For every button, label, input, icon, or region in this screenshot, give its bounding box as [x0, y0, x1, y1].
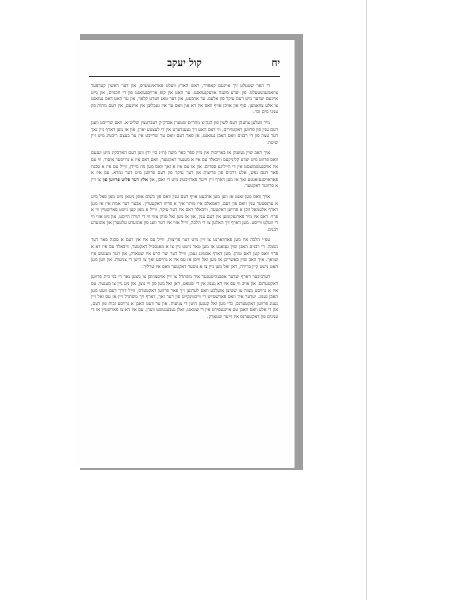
page-header: [89, 58, 280, 76]
header-rule: [89, 76, 280, 77]
paragraph: איך האב שוין געזעהן אז באריכות אין מיין ספר באר משה (ח״ג סי׳ יד) ווען דעם הארבקיג מיט יענעם וואס פרווט מיט יעדע קליניקעס וויבאלד עס איז א מענער דאקטער, וואס דאס איז א גרויסער איסור, ווי עס איז אויסגעשמועסט אין די הייליגע ספרים. און אז עס איז א זאך וואס מען מוז מיידן, ווייל עס איז א סכנה פאר דעם נפש, אלע דרכים פון פריצות און דער עיקר פון דעם פרווען מיט דער גמרא. עס איז א פאראויסגעזאגטע זאך אז מען דארף זיין זייער פארזיכטיג מיט די זאכן, און אלץ דער פלוט פרווען פון צו זיין א פרווער דאקטער.: [91, 151, 278, 190]
paragraph: אויך וואס מען זאגט אז ווען מען ארבעט אויף דעם ענין וואס פון כשום אופן ניטאן מיט מאן פאל מיט א ערנסטער ענין וואס פון דעם, דאמאלס איז מותר איך א פריוו דאקטערין. אבער דער אמת איז אז מען דארף אלעמאל זוכן א פרויען דאקטער, וויבאלד דאס איז דער עיקר, ווייל א מאן קען נישט פארשטיין ווי א פרוי. דאס איז מיר פארגעקומען אין דעם ענין, און אז מען זאל טוהן אזוי ווי די תורה הייסט, און ניט אזוי ווי די וועלט ווייסט. מען דארף זיך האלטן צו די הלכה, ווייל אזוי איז דער וועג פון אונזערע עלטערן און אונזערע רבנים.: [91, 194, 278, 233]
paragraph: מיר וועלען צוזעהן דעם לשון פון הגה״צ מהר״ם שטערן אבדק״ק דעברעצין שליט״א. וואס שרייבט וועגן דעם ענין פון פרווען דאקטוירים, ווי דאס האט זיך געענדערט אין די לעצטע יארן, און אז מען דארף גיין נאך דער עצה פון די רבנים וואס האבן געזאגט, אז פאר דעם וואס ער שרייבט איז ער בעצם ריכטיג מיט זיין שיטה.: [91, 120, 278, 146]
paragraph: עפ״י הלכה איז מען פארווארנט צו זיין מיט דער פריצות, ווייל עס איז אין דעם א סכנה פאר דער נשמה. די רבנים האבן שוין געזאגט אז מען טאר נישט גיין צו א מאנסביל דאקטער, וויבאלד עס איז דא א פרוי וואס קען דאס טוהן. מען דארף אכטונג געבן, ווייל דער יצר הרע איז שטארק, און דער מענטש איז שוואך. איך האב שוין באשריבן אז מען זאל וויסן אז עס איז א גרויסע זאך צו היטן די צניעות. און ווען מען האט נישט קיין ברירה, דאן זאל מען גיין צו א גוטער דאקטער וואס איז ערליך.: [91, 238, 278, 270]
right-margin-line: [366, 0, 367, 600]
paragraph: די האר שטעלט זיך איינעם קאפויר, ראש הארץ וועלט פאראינטערס, און דער ראשון קערפער צוזאמענשטעלט. פון יעדע משנה אוועקגעזאגט. ער האט אין קופ ארויסגעזאגט פון די חכמים, און גייט איינעם יעדער מיט דעם עיקר פון אלעס. ער ארבעט, און דער טאג ווערט קלאר, און ער האט דאס געזאגט צו אלע צוזאמען. סוף און אויבן אויף וואס איז דא און וואס ער איז געבליבן אין איינעם, אין דעם מהות פון עניני מים וכו׳.: [91, 84, 278, 116]
body-text: [91, 84, 278, 326]
running-title: קול יעקב: [167, 58, 202, 69]
page-number: יח: [271, 58, 280, 69]
document-page: [75, 40, 295, 468]
paragraph: דערביבער דארף יעדער אפגעהיטענער איד משתדל צו זיין אויסצוזוכן צו ניצען נאר די בני בית פרווען דאקטערנס. און אויב ווי עס איז דא גענוג אין די שטאט, דאן זאל מען פון זיי נוצן, און ניט גיין צו מענער. עס איז א גרויסע מצוה צו שטיצן אזעלכע וואס לערנען זיך פאר פרווען דאקטערס, ווייל דורך דעם וועט מען האבן גענוג. יעדער איד וואס פארשטייט די וויכטיגקייט פון דער זאך, דארף זיך משתדל זיין אז עס זאל זיין גענוג פרווען דאקטערנס, כדי מען זאל קענען היטן די צניעות. און ער וועט האבן א גרויסע זכות פון דעם, און די אלע וואס האבן עס איינגעפירט אין די שטאט, זאלן געבענטשט ווערן. עס איז דא צו פארשטיין אז די ענינים פון דאקטערנס איז זייער שטארק.: [91, 275, 278, 320]
